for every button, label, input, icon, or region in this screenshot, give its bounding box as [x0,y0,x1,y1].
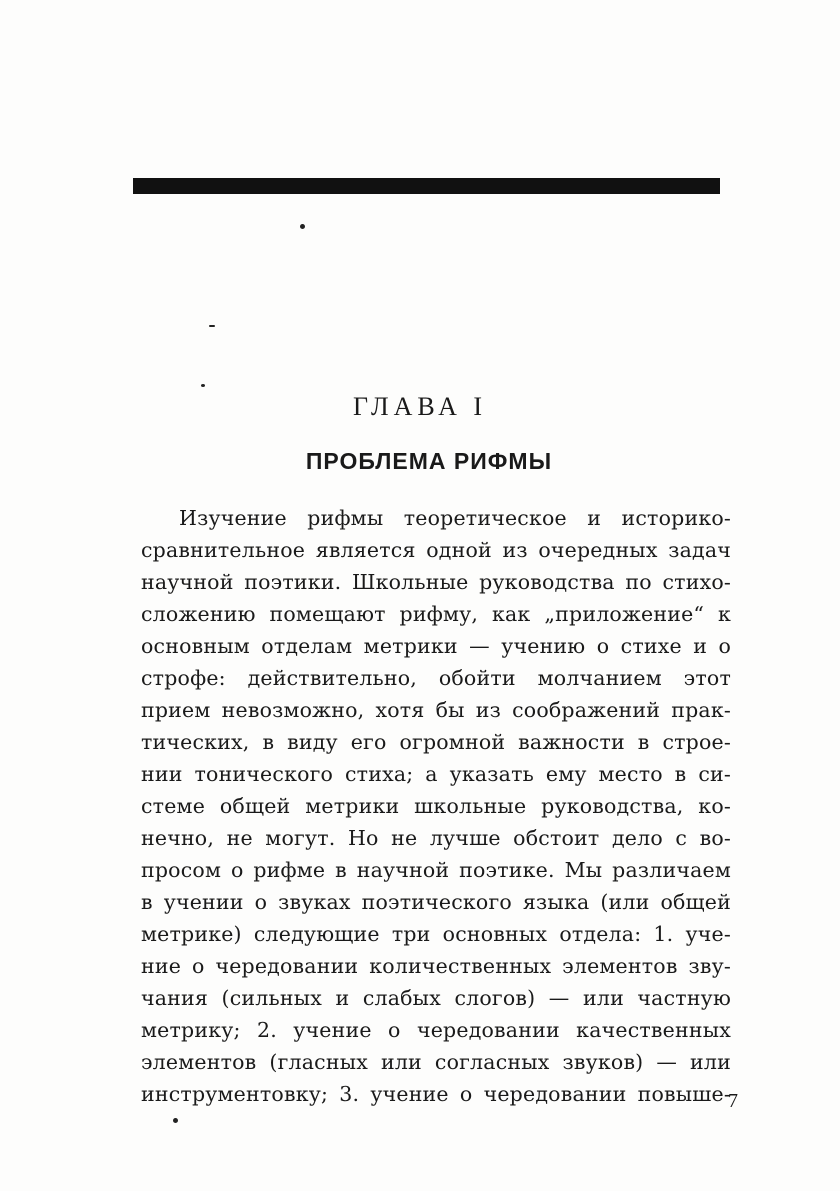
text-line: ние о чередовании количественных элементов зву- [141,954,731,978]
text-line: тических, в виду его огромной важности в строе- [141,730,731,754]
header-rule [133,178,720,194]
text-line: чания (сильных и слабых слогов) — или частную [141,986,731,1010]
page-number: 7 [728,1090,738,1112]
text-line: просом о рифме в научной поэтике. Мы различаем [141,858,731,882]
text-line: Изучение рифмы теоретическое и историко- [179,506,731,530]
text-line: нии тонического стиха; а указать ему место в си- [141,762,731,786]
text-line: стеме общей метрики школьные руководства, ко- [141,794,731,818]
text-line: в учении о звуках поэтического языка (или общей [141,890,731,914]
scan-speck [300,224,305,229]
text-line: метрику; 2. учение о чередовании качественных [141,1018,731,1042]
scan-speck [201,384,205,387]
text-line: научной поэтики. Школьные руководства по стихо- [141,570,731,594]
scan-speck [209,325,215,327]
text-line: строфе: действительно, обойти молчанием этот [141,666,731,690]
text-line: элементов (гласных или согласных звуков) — или [141,1050,731,1074]
text-line: нечно, не могут. Но не лучше обстоит дело с во- [141,826,731,850]
scan-speck [173,1118,178,1123]
chapter-label: ГЛАВА I [352,392,488,421]
text-line: инструментовку; 3. учение о чередовании повыше- [141,1082,731,1106]
text-line: сравнительное является одной из очередных задач [141,538,731,562]
text-line: сложению помещают рифму, как „приложение“ к [141,602,731,626]
text-line: основным отделам метрики — учению о стихе и о [141,634,731,658]
text-line: метрике) следующие три основных отдела: 1. уче- [141,922,731,946]
body-paragraph [141,502,731,1110]
text-line: прием невозможно, хотя бы из соображений прак- [141,698,731,722]
chapter-title: ПРОБЛЕМА РИФМЫ [305,448,553,474]
